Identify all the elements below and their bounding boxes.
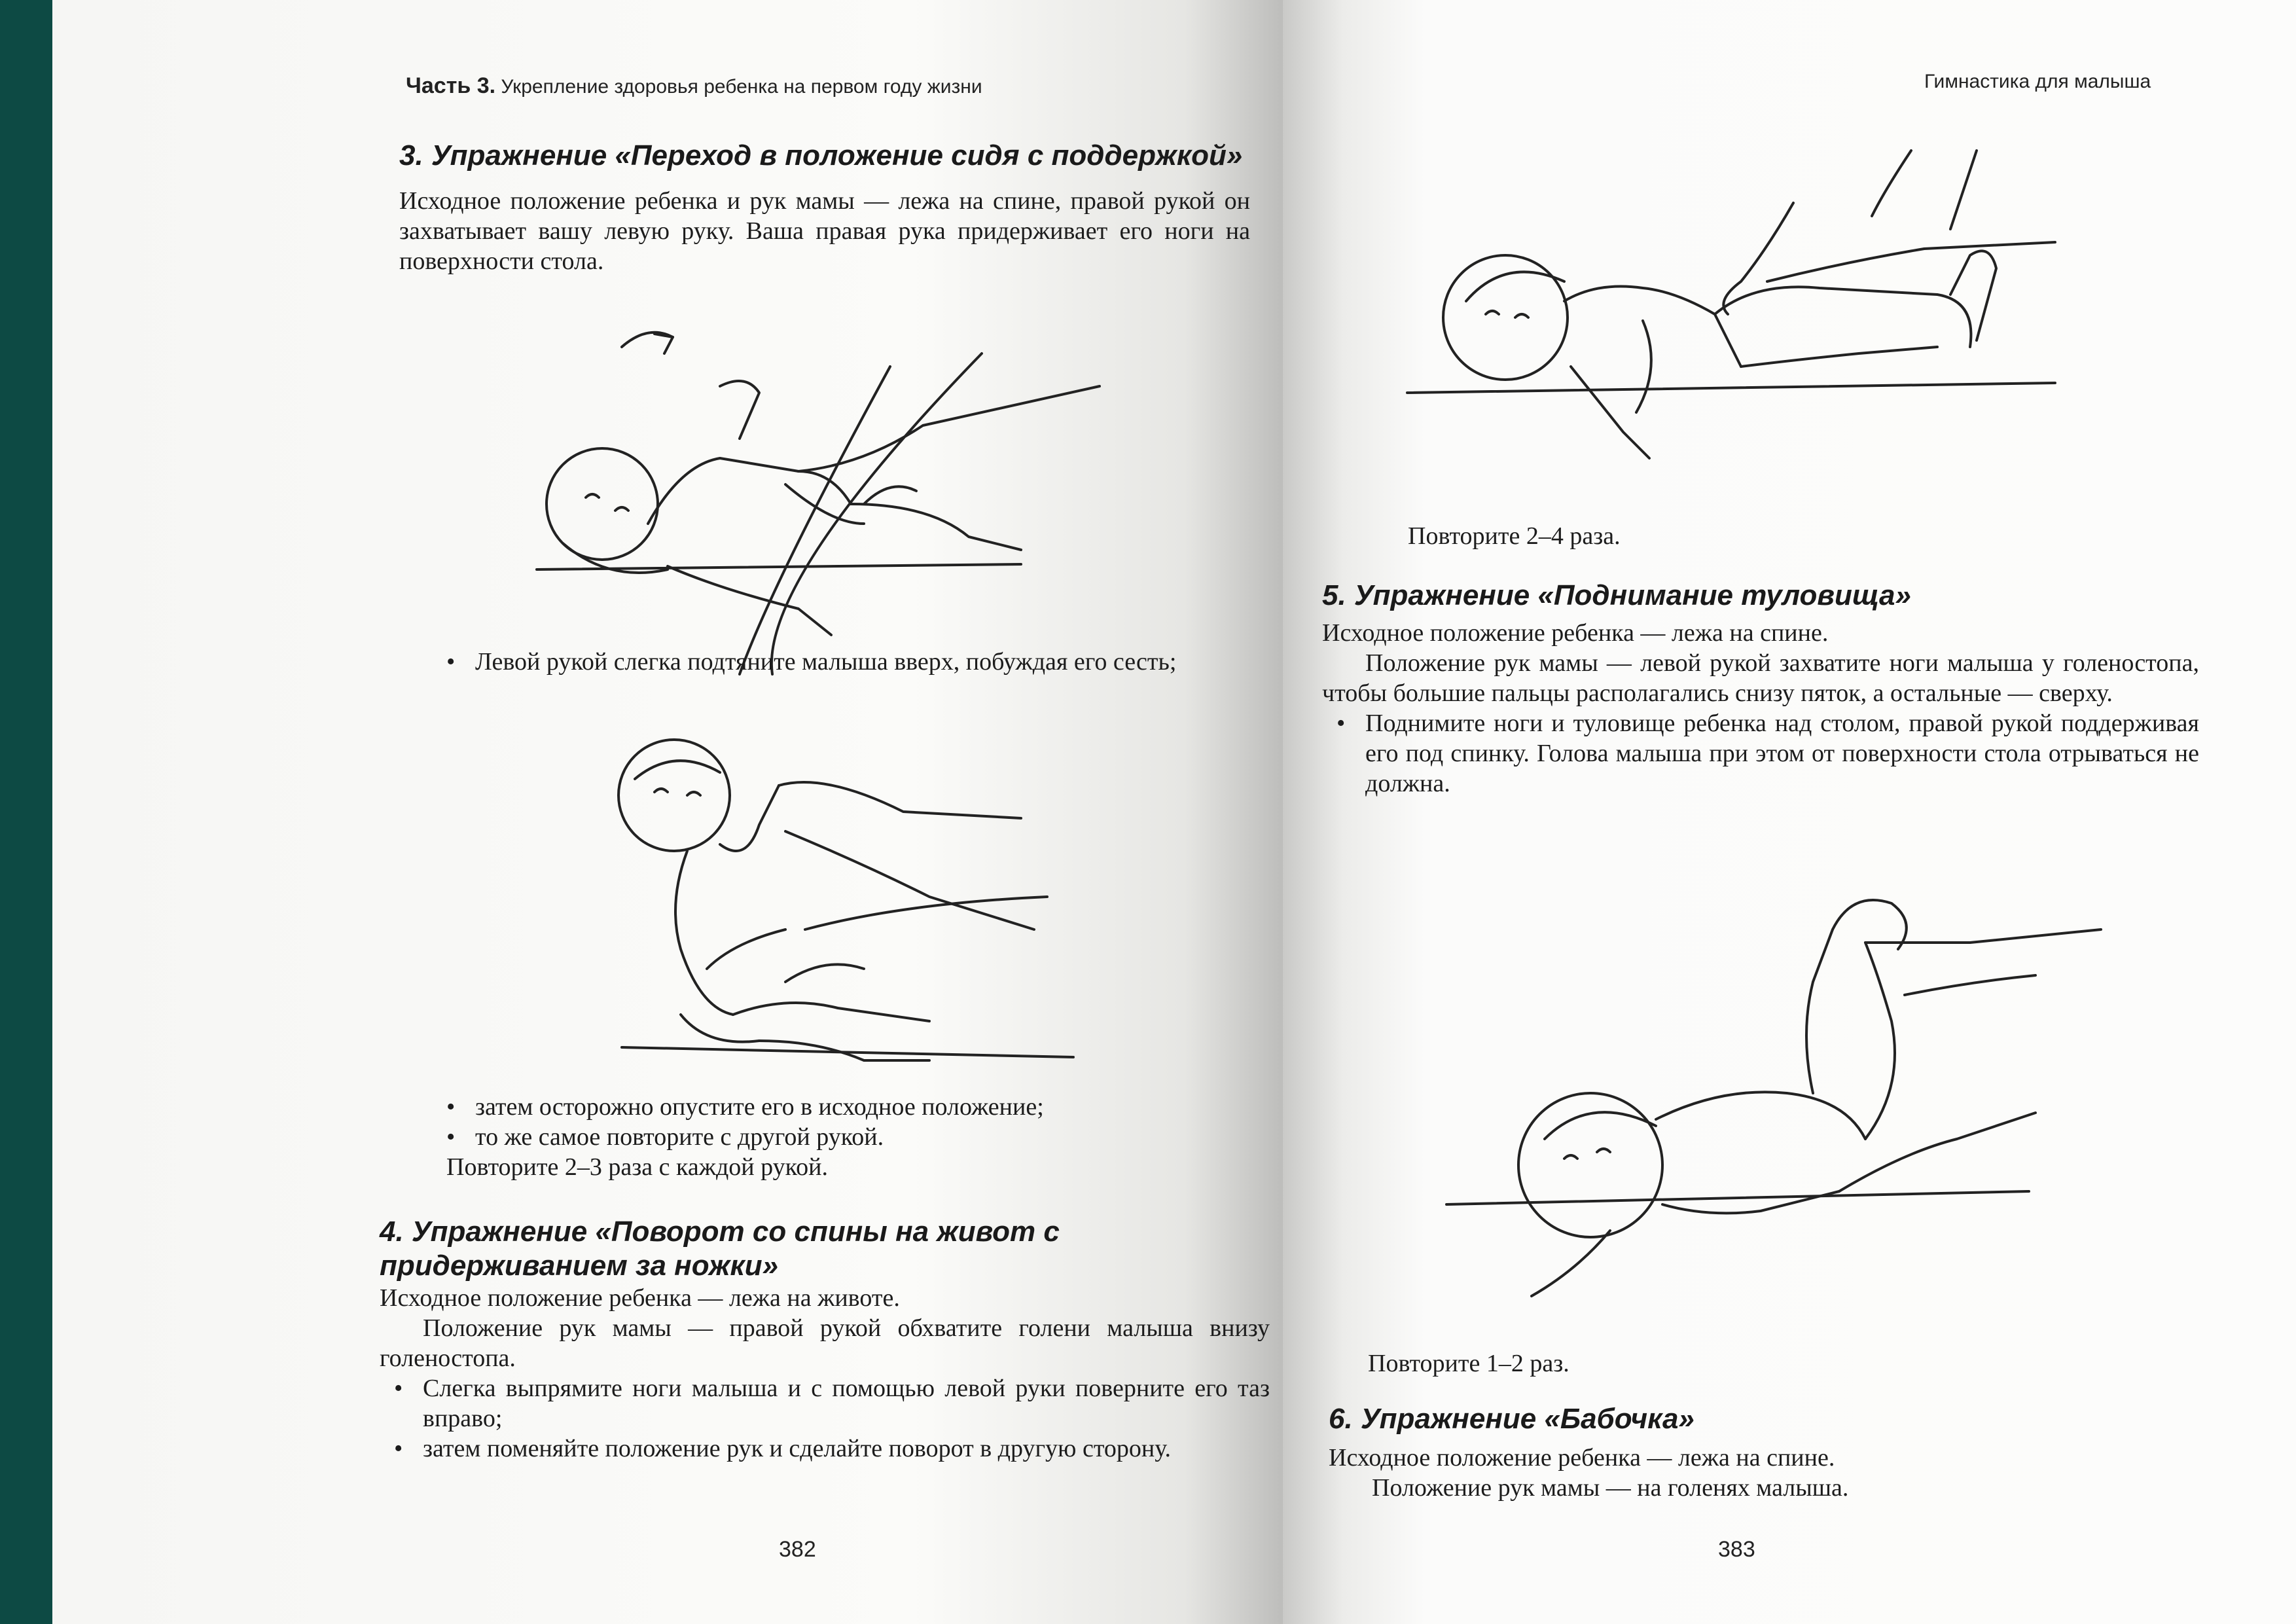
left-page	[52, 0, 1283, 1624]
exercise-3-bullet-1	[432, 647, 1257, 677]
exercise-3-bullet-3-text: то же самое повторите с другой рукой.	[475, 1123, 884, 1151]
exercise-6-block	[1329, 1443, 2206, 1503]
exercise-4-repeat: Повторите 2–4 раза.	[1408, 522, 1621, 550]
exercise-3-intro: Исходное положение ребенка и рук мамы — лежа на спине, правой рукой он захватывает вашу левую руку. Ваша правая рука придерживает его ноги на поверхности стола.	[399, 187, 1250, 275]
exercise-5-hands: Положение рук мамы — левой рукой захватите ноги малыша у голеностопа, чтобы большие пальцы располагались снизу пяток, а остальные — сверху.	[1322, 649, 2199, 707]
exercise-5-bullet-1-text: Поднимите ноги и туловище ребенка над столом, правой рукой поддерживая его под спинку. Голова малыша при этом от поверхности стола отрываться не должна.	[1365, 710, 2199, 797]
exercise-6-title: 6. Упражнение «Бабочка»	[1329, 1403, 1695, 1435]
exercise-6-hands: Положение рук мамы — на голенях малыша.	[1372, 1474, 1849, 1502]
exercise-3-bullet-1-block	[432, 647, 1257, 677]
exercise-5-title: 5. Упражнение «Поднимание туловища»	[1322, 579, 1911, 611]
running-head-left	[406, 73, 982, 99]
exercise-5-repeat: Повторите 1–2 раз.	[1368, 1350, 1570, 1377]
exercise-3-bullet-2	[432, 1092, 1257, 1122]
illustration-baby-pull-to-sit	[524, 308, 1060, 648]
running-head-right: Гимнастика для малыша	[1924, 71, 2151, 92]
bullet-dot: •	[394, 1375, 403, 1402]
illustration-baby-trunk-lift	[1446, 877, 2166, 1322]
exercise-3-bullet-2-text: затем осторожно опустите его в исходное положение;	[475, 1093, 1044, 1121]
exercise-4-bullet-1-text: Слегка выпрямите ноги малыша и с помощью левой руки поверните его таз вправо;	[423, 1375, 1270, 1432]
bullet-dot: •	[394, 1435, 403, 1462]
exercise-5-bullet-1	[1322, 708, 2199, 799]
exercise-4-bullet-1	[380, 1373, 1270, 1434]
exercise-4-repeat-block	[1365, 521, 2150, 551]
exercise-4-block	[380, 1283, 1270, 1464]
exercise-4-hands: Положение рук мамы — правой рукой обхватите голени малыша внизу голеностопа.	[380, 1314, 1270, 1372]
bullet-dot: •	[1336, 710, 1346, 737]
running-head-part: Часть 3.	[406, 73, 496, 98]
page-number-right: 383	[1718, 1537, 1755, 1562]
exercise-4-bullet-2	[380, 1434, 1270, 1464]
exercise-3-repeat: Повторите 2–3 раза с каждой рукой.	[446, 1153, 829, 1181]
exercise-5-repeat-block	[1368, 1348, 2153, 1379]
bullet-dot: •	[446, 1123, 456, 1151]
book-edge	[0, 0, 52, 1624]
exercise-3-bullet-1-text: Левой рукой слегка подтяните малыша вверх, побуждая его сесть;	[475, 648, 1177, 676]
running-head-title: Укрепление здоровья ребенка на первом году жизни	[501, 76, 982, 98]
illustration-baby-tummy-turn	[1401, 151, 2055, 491]
exercise-5-block	[1322, 618, 2199, 799]
exercise-4-title: 4. Упражнение «Поворот со спины на живот с придерживанием за ножки»	[380, 1216, 1060, 1282]
exercise-4-bullet-2-text: затем поменяйте положение рук и сделайте поворот в другую сторону.	[423, 1435, 1171, 1462]
page-number-left: 382	[779, 1537, 816, 1562]
bullet-dot: •	[446, 1093, 456, 1121]
exercise-6-intro: Исходное положение ребенка — лежа на спине.	[1329, 1444, 1835, 1471]
illustration-baby-sitting	[589, 733, 1047, 1074]
exercise-3-bullet-3	[432, 1122, 1257, 1152]
exercise-4-intro: Исходное положение ребенка — лежа на животе.	[380, 1284, 900, 1312]
exercise-3-bullets-2-3	[432, 1092, 1257, 1182]
exercise-3-title: 3. Упражнение «Переход в положение сидя с поддержкой»	[399, 139, 1243, 171]
exercise-3-intro-block	[399, 186, 1250, 276]
bullet-dot: •	[446, 648, 456, 676]
right-page	[1283, 0, 2296, 1624]
exercise-5-intro: Исходное положение ребенка — лежа на спине.	[1322, 619, 1829, 647]
